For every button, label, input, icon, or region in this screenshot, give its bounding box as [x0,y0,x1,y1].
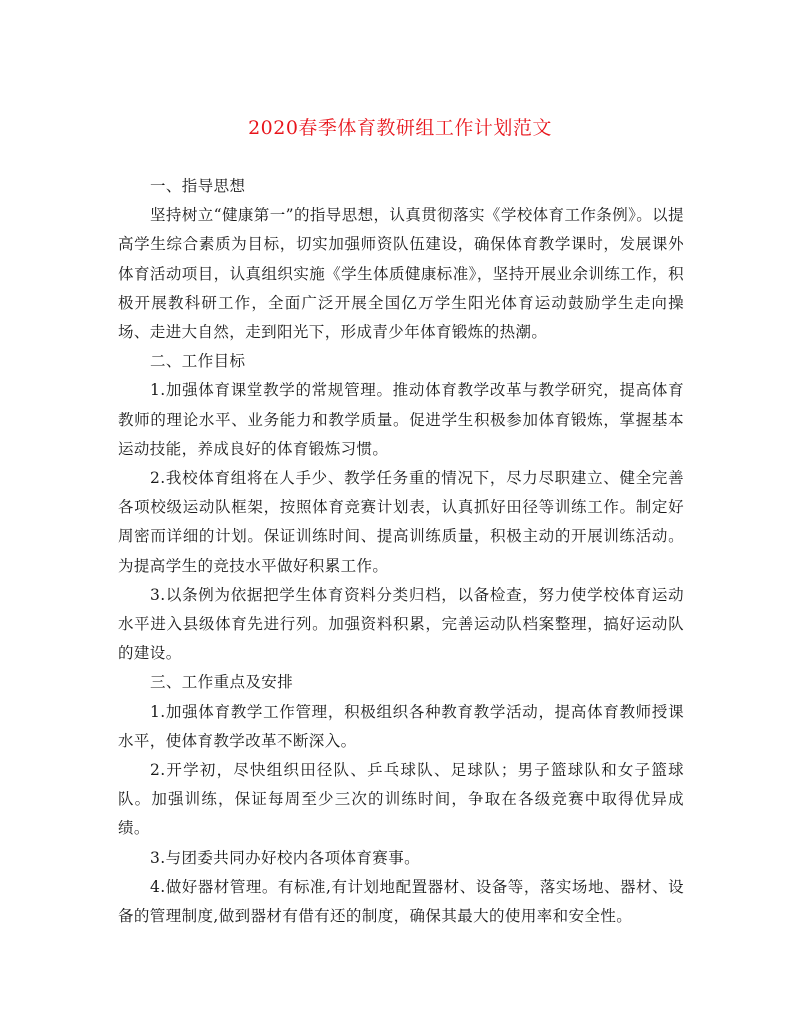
document-title: 2020春季体育教研组工作计划范文 [248,117,552,139]
section-heading: 二、工作目标 [150,352,246,371]
section-heading: 一、指导思想 [150,177,246,195]
section-heading: 三、工作重点及安排 [150,673,294,692]
document-body [118,172,684,931]
paragraph: 1.加强体育教学工作管理，积极组织各种教育教学活动，提高体育教师授课水平，使体育教学改革不断深入。 [118,702,684,750]
paragraph: 坚持树立“健康第一”的指导思想，认真贯彻落实《学校体育工作条例》。以提高学生综合素质为目标，切实加强师资队伍建设，确保体育教学课时，发展课外体育活动项目，认真组织实施《学生体质健康标准》，坚持开展业余训练工作，积极开展教科研工作，全面广泛开展全国亿万学生阳光体育运动鼓励学生走向操场、走进大自然，走到阳光下，形成青少年体育锻炼的热潮。 [118,206,684,342]
paragraph: 4.做好器材管理。有标准,有计划地配置器材、设备等，落实场地、器材、设备的管理制度,做到器材有借有还的制度，确保其最大的使用率和安全性。 [118,877,684,926]
paragraph: 2.开学初，尽快组织田径队、乒乓球队、足球队；男子篮球队和女子篮球队。加强训练，保证每周至少三次的训练时间，争取在各级竞赛中取得优异成绩。 [118,761,684,838]
paragraph: 2.我校体育组将在人手少、教学任务重的情况下，尽力尽职建立、健全完善各项校级运动队框架，按照体育竞赛计划表，认真抓好田径等训练工作。制定好周密而详细的计划。保证训练时间、提高训练质量，积极主动的开展训练活动。为提高学生的竞技水平做好积累工作。 [118,469,684,575]
paragraph: 1.加强体育课堂教学的常规管理。推动体育教学改革与教学研究，提高体育教师的理论水平、业务能力和教学质量。促进学生积极参加体育锻炼，掌握基本运动技能，养成良好的体育锻炼习惯。 [118,381,684,458]
paragraph: 3.以条例为依据把学生体育资料分类归档，以备检查，努力使学校体育运动水平进入县级体育先进行列。加强资料积累，完善运动队档案整理，搞好运动队的建设。 [118,585,684,663]
paragraph: 3.与团委共同办好校内各项体育赛事。 [150,848,420,867]
